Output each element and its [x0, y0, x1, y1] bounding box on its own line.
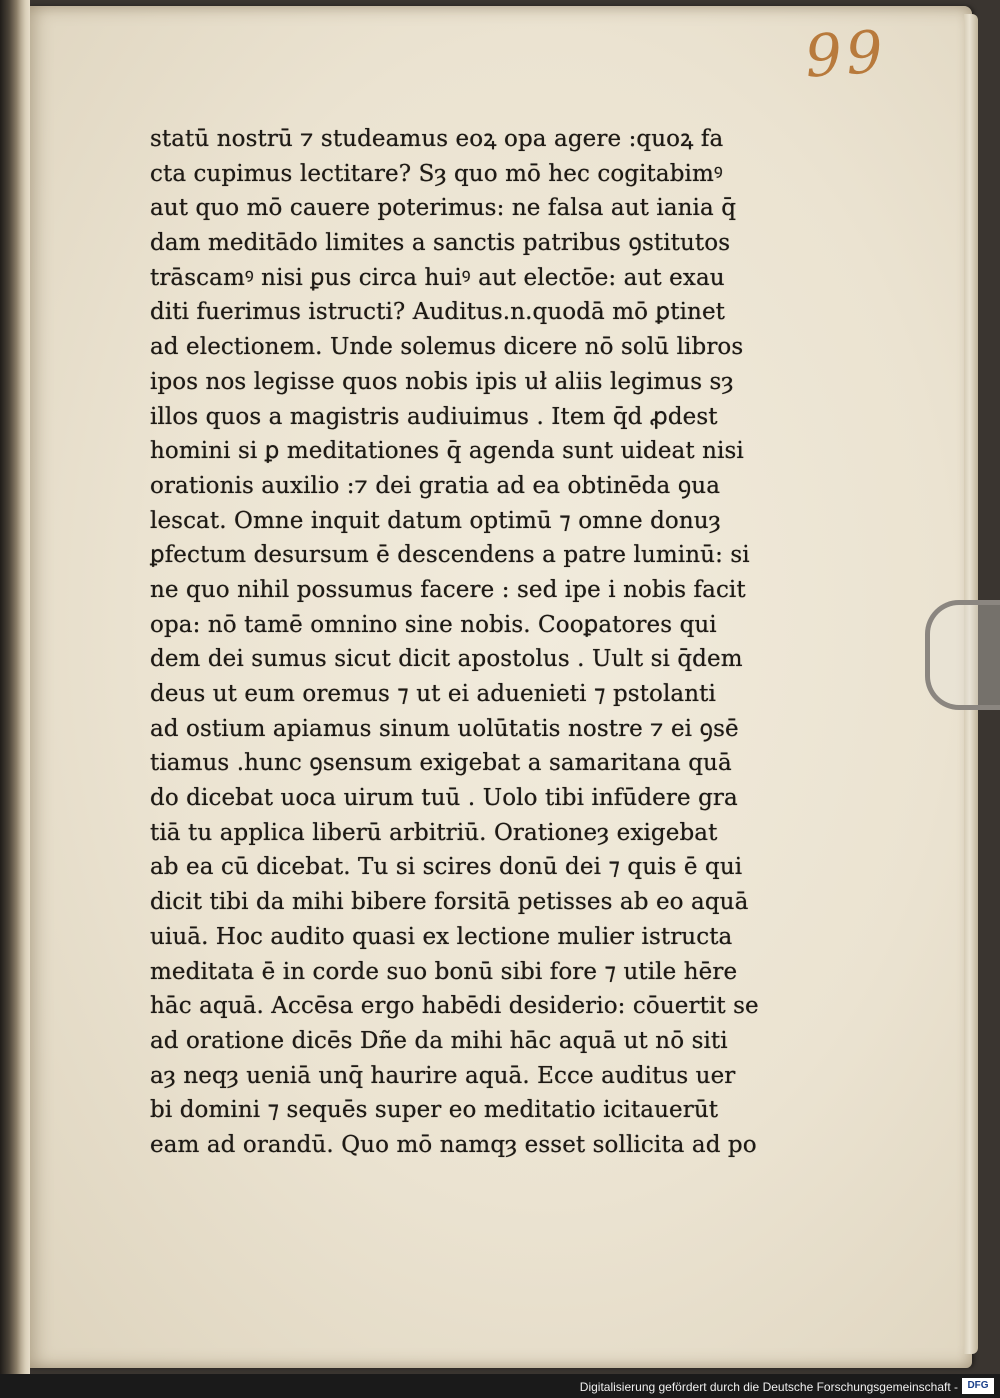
text-line: ꝑfectum desursum ē descendens a patre luminū: si — [150, 542, 750, 569]
text-line: aȝ neqȝ ueniā unq̄ haurire aquā. Ecce auditus uer — [150, 1062, 736, 1089]
text-line: bi domini ⁊ sequēs super eo meditatio icitauerūt — [150, 1097, 719, 1124]
text-line: dicit tibi da mihi bibere forsitā petisses ab eo aquā — [150, 889, 749, 916]
text-line: hāc aquā. Accēsa ergo habēdi desiderio: cōuertit se — [150, 993, 759, 1020]
text-line: aut quo mō cauere poterimus: ne falsa aut iania q̄ — [150, 195, 737, 222]
text-line: statū nostrū ⁊ studeamus eoꝝ opa agere :quoꝝ fa — [150, 126, 724, 152]
text-line: ad oratione dicēs Dñe da mihi hāc aquā ut nō siti — [150, 1027, 728, 1054]
text-line: tiā tu applica liberū arbitriū. Orationeȝ exigebat — [150, 819, 718, 846]
text-line: trāscamꝰ nisi ꝑus circa huiꝰ aut electōe: aut exau — [150, 264, 725, 291]
text-line: deus ut eum oremus ⁊ ut ei aduenieti ⁊ pstolanti — [150, 681, 716, 707]
text-line: opa: nō tamē omnino sine nobis. Cooꝑatores qui — [150, 611, 717, 638]
text-line: uiuā. Hoc audito quasi ex lectione mulier istructa — [150, 923, 733, 950]
text-block — [150, 122, 759, 1163]
text-line: tiamus .hunc ꝯsensum exigebat a samaritana quā — [150, 750, 732, 777]
dfg-logo: DFG — [962, 1378, 994, 1394]
text-line: lescat. Omne inquit datum optimū ⁊ omne donuȝ — [150, 507, 721, 534]
text-line: illos quos a magistris audiuimus . Item q̄d ꝓdest — [150, 403, 718, 430]
text-line: dam meditādo limites a sanctis patribus ꝯstitutos — [150, 230, 731, 257]
text-line: homini si ꝑ meditationes q̄ agenda sunt uideat nisi — [150, 438, 744, 465]
text-line: ab ea cū dicebat. Tu si scires donū dei ⁊ quis ē qui — [150, 854, 743, 881]
text-line: do dicebat uoca uirum tuū . Uolo tibi infūdere gra — [150, 785, 738, 812]
book-spine — [0, 0, 30, 1398]
text-line: ipos nos legisse quos nobis ipis uł aliis legimus sȝ — [150, 368, 734, 395]
text-line: ad electionem. Unde solemus dicere nō solū libros — [150, 334, 744, 361]
text-line: orationis auxilio :⁊ dei gratia ad ea obtinēda ꝯua — [150, 472, 721, 499]
text-line: meditata ē in corde suo bonū sibi fore ⁊ utile hēre — [150, 958, 738, 985]
footer-credit: Digitalisierung gefördert durch die Deutsche Forschungsgemeinschaft - — [579, 1380, 958, 1394]
page-clip — [925, 600, 1000, 710]
text-line: diti fuerimus istructi? Auditus.n.quodā mō ꝑtinet — [150, 299, 726, 326]
text-line: ad ostium apiamus sinum uolūtatis nostre ⁊ ei ꝯsē — [150, 715, 739, 742]
text-line: cta cupimus lectitare? Sȝ quo mō hec cogitabimꝰ — [150, 160, 723, 187]
text-line: eam ad orandū. Quo mō namqȝ esset sollicita ad po — [150, 1131, 757, 1158]
text-line: ne quo nihil possumus facere : sed ipe i nobis facit — [150, 576, 746, 603]
text-line: dem dei sumus sicut dicit apostolus . Uult si q̄dem — [150, 646, 743, 673]
folio-number: 99 — [802, 17, 890, 91]
